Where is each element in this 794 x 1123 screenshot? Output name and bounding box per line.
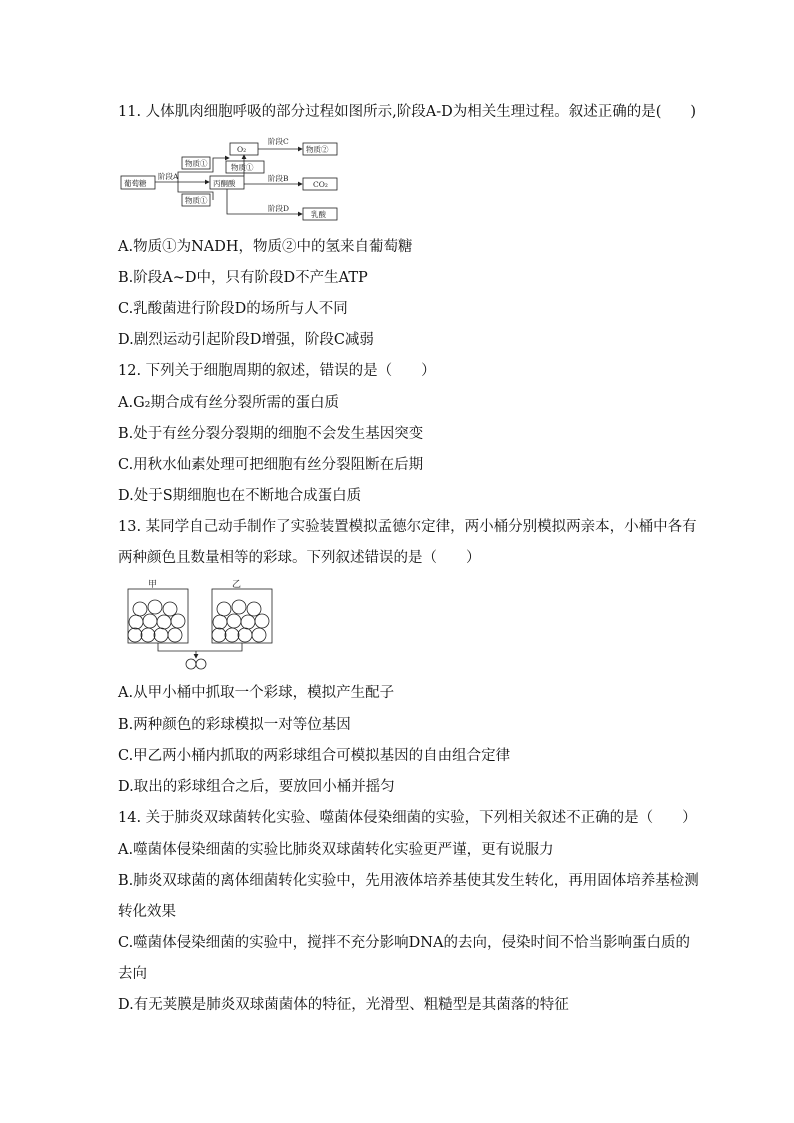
q14-option-d: D.有无荚膜是肺炎双球菌菌体的特征，光滑型、粗糙型是其菌落的特征: [118, 997, 569, 1013]
svg-text:物质①: 物质①: [185, 196, 208, 205]
balls-right: [212, 600, 269, 642]
svg-text:物质①: 物质①: [231, 163, 254, 172]
q11-stem: 11. 人体肌肉细胞呼吸的部分过程如图所示,阶段A-D为相关生理过程。叙述正确的是( ): [118, 104, 697, 120]
svg-text:物质①: 物质①: [185, 159, 208, 168]
q13-option-b: B.两种颜色的彩球模拟一对等位基因: [118, 717, 351, 733]
balls-left: [128, 600, 185, 642]
q14-option-b-line1: B.肺炎双球菌的离体细菌转化实验中，先用液体培养基使其发生转化，再用固体培养基检测: [118, 873, 699, 889]
svg-text:葡萄糖: 葡萄糖: [124, 179, 147, 188]
q14-option-b-line2: 转化效果: [118, 904, 176, 920]
svg-text:乙: 乙: [232, 580, 242, 590]
q12-option-b: B.处于有丝分裂分裂期的细胞不会发生基因突变: [118, 426, 424, 442]
q12-option-d: D.处于S期细胞也在不断地合成蛋白质: [118, 488, 362, 504]
svg-text:阶段C: 阶段C: [268, 137, 289, 146]
q13-stem-line1: 13. 某同学自己动手制作了实验装置模拟孟德尔定律，两小桶分别模拟两亲本，小桶中各有: [118, 519, 697, 535]
svg-text:O₂: O₂: [237, 145, 247, 154]
svg-text:阶段D: 阶段D: [268, 204, 290, 213]
q14-option-c-line1: C.噬菌体侵染细菌的实验中，搅拌不充分影响DNA的去向，侵染时间不恰当影响蛋白质的: [118, 935, 690, 951]
bucket-right: [212, 589, 272, 643]
q14-option-a: A.噬菌体侵染细菌的实验比肺炎双球菌转化实验更严谨，更有说服力: [118, 842, 554, 858]
q12-stem: 12. 下列关于细胞周期的叙述，错误的是（ ）: [118, 363, 436, 379]
svg-text:甲: 甲: [148, 580, 158, 590]
q11-option-d: D.剧烈运动引起阶段D增强，阶段C减弱: [118, 332, 374, 348]
svg-text:阶段B: 阶段B: [268, 174, 289, 183]
q13-option-d: D.取出的彩球组合之后，要放回小桶并摇匀: [118, 779, 395, 795]
q11-option-a: A.物质①为NADH，物质②中的氢来自葡萄糖: [118, 239, 413, 255]
q13-stem-line2: 两种颜色且数量相等的彩球。下列叙述错误的是（ ）: [118, 550, 481, 566]
svg-text:CO₂: CO₂: [313, 180, 328, 189]
bucket-left: [128, 589, 188, 643]
q14-stem: 14. 关于肺炎双球菌转化实验、噬菌体侵染细菌的实验，下列相关叙述不正确的是（ ）: [118, 810, 697, 826]
bucket-diagram: [118, 577, 278, 673]
q14-option-c-line2: 去向: [118, 966, 147, 982]
svg-text:阶段A: 阶段A: [158, 172, 179, 181]
svg-text:乳酸: 乳酸: [311, 210, 326, 219]
q11-option-b: B.阶段A~D中，只有阶段D不产生ATP: [118, 270, 368, 286]
q12-option-a: A.G₂期合成有丝分裂所需的蛋白质: [118, 395, 339, 411]
q12-option-c: C.用秋水仙素处理可把细胞有丝分裂阻断在后期: [118, 457, 424, 473]
q13-option-a: A.从甲小桶中抓取一个彩球，模拟产生配子: [118, 685, 395, 701]
svg-text:丙酮酸: 丙酮酸: [213, 179, 236, 188]
q11-option-c: C.乳酸菌进行阶段D的场所与人不同: [118, 301, 348, 317]
svg-text:物质②: 物质②: [306, 145, 329, 154]
q13-option-c: C.甲乙两小桶内抓取的两彩球组合可模拟基因的自由组合定律: [118, 748, 511, 764]
respiration-diagram: [118, 134, 338, 224]
